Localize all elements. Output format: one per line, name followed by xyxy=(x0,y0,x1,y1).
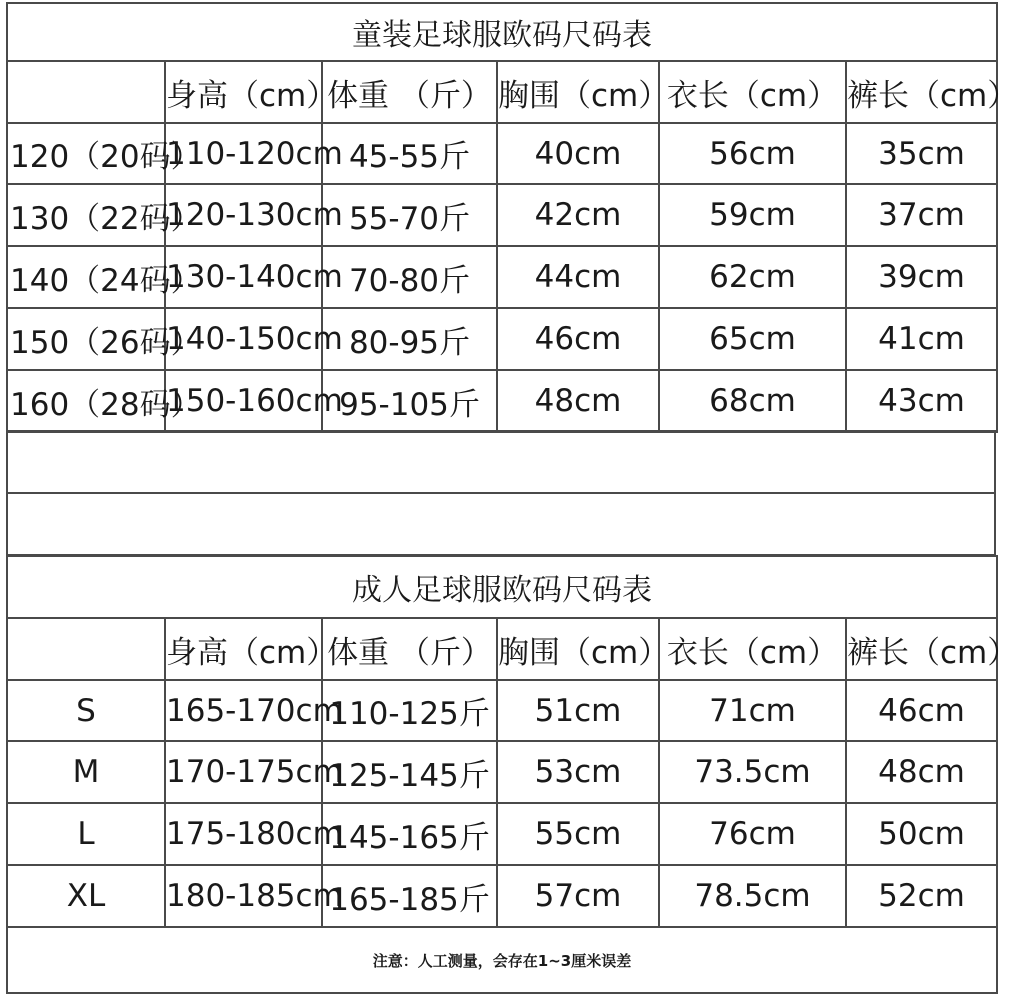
adult-height-cell: 165-170cm xyxy=(165,680,322,741)
adult-table-row xyxy=(7,680,997,741)
adult-size-cell: S xyxy=(7,680,165,741)
adult-header-pants: 裤长（cm） xyxy=(846,618,997,680)
kids-weight-cell: 45-55斤 xyxy=(322,123,497,184)
kids-table-row xyxy=(7,370,997,432)
adult-pants-cell: 48cm xyxy=(846,741,997,803)
adult-weight-cell: 145-165斤 xyxy=(322,803,497,865)
kids-chest-cell: 44cm xyxy=(497,246,659,308)
adult-length-cell: 71cm xyxy=(659,680,846,741)
kids-table-row xyxy=(7,184,997,246)
adult-height-cell: 175-180cm xyxy=(165,803,322,865)
kids-pants-cell: 41cm xyxy=(846,308,997,370)
adult-length-cell: 73.5cm xyxy=(659,741,846,803)
kids-length-cell: 65cm xyxy=(659,308,846,370)
adult-table-row xyxy=(7,741,997,803)
adult-weight-cell: 165-185斤 xyxy=(322,865,497,927)
kids-table-row xyxy=(7,246,997,308)
kids-size-cell: 130（22码） xyxy=(7,184,165,246)
adult-chest-cell: 55cm xyxy=(497,803,659,865)
kids-title-row xyxy=(7,3,997,61)
adult-title-row xyxy=(7,556,997,618)
kids-weight-cell: 70-80斤 xyxy=(322,246,497,308)
adult-pants-cell: 52cm xyxy=(846,865,997,927)
kids-size-table xyxy=(6,2,1018,433)
adult-chest-cell: 53cm xyxy=(497,741,659,803)
kids-height-cell: 150-160cm xyxy=(165,370,322,432)
adult-note-row xyxy=(7,927,997,993)
adult-pants-cell: 50cm xyxy=(846,803,997,865)
kids-height-cell: 110-120cm xyxy=(165,123,322,184)
kids-size-cell: 150（26码） xyxy=(7,308,165,370)
adult-size-cell: M xyxy=(7,741,165,803)
kids-size-cell: 120（20码） xyxy=(7,123,165,184)
kids-table-title: 童装足球服欧码尺码表 xyxy=(7,3,997,61)
empty-row xyxy=(7,431,995,493)
kids-height-cell: 120-130cm xyxy=(165,184,322,246)
adult-header-chest: 胸围（cm） xyxy=(497,618,659,680)
adult-height-cell: 170-175cm xyxy=(165,741,322,803)
kids-weight-cell: 80-95斤 xyxy=(322,308,497,370)
kids-pants-cell: 43cm xyxy=(846,370,997,432)
kids-header-height: 身高（cm） xyxy=(165,61,322,123)
adult-header-weight: 体重 （斤） xyxy=(322,618,497,680)
kids-header-chest: 胸围（cm） xyxy=(497,61,659,123)
empty-row xyxy=(7,493,995,555)
adult-table-row xyxy=(7,803,997,865)
adult-length-cell: 76cm xyxy=(659,803,846,865)
kids-table-row xyxy=(7,308,997,370)
kids-pants-cell: 39cm xyxy=(846,246,997,308)
adult-size-cell: XL xyxy=(7,865,165,927)
kids-length-cell: 68cm xyxy=(659,370,846,432)
kids-chest-cell: 42cm xyxy=(497,184,659,246)
empty-spacer-rows xyxy=(6,430,996,556)
kids-header-length: 衣长（cm） xyxy=(659,61,846,123)
measurement-note: 注意：人工测量，会存在1~3厘米误差 xyxy=(7,927,997,993)
kids-height-cell: 130-140cm xyxy=(165,246,322,308)
adult-header-length: 衣长（cm） xyxy=(659,618,846,680)
empty-cell xyxy=(7,431,995,493)
kids-pants-cell: 35cm xyxy=(846,123,997,184)
kids-size-cell: 160（28码） xyxy=(7,370,165,432)
adult-size-table xyxy=(6,555,1018,994)
adult-pants-cell: 46cm xyxy=(846,680,997,741)
adult-header-row xyxy=(7,618,997,680)
kids-height-cell: 140-150cm xyxy=(165,308,322,370)
adult-length-cell: 78.5cm xyxy=(659,865,846,927)
kids-chest-cell: 46cm xyxy=(497,308,659,370)
adult-chest-cell: 51cm xyxy=(497,680,659,741)
kids-header-size xyxy=(7,61,165,123)
kids-size-cell: 140（24码） xyxy=(7,246,165,308)
kids-header-row xyxy=(7,61,997,123)
empty-cell xyxy=(7,493,995,555)
kids-length-cell: 62cm xyxy=(659,246,846,308)
kids-table-row xyxy=(7,123,997,184)
kids-header-weight: 体重 （斤） xyxy=(322,61,497,123)
kids-weight-cell: 55-70斤 xyxy=(322,184,497,246)
kids-length-cell: 59cm xyxy=(659,184,846,246)
kids-chest-cell: 48cm xyxy=(497,370,659,432)
kids-pants-cell: 37cm xyxy=(846,184,997,246)
adult-header-height: 身高（cm） xyxy=(165,618,322,680)
adult-weight-cell: 110-125斤 xyxy=(322,680,497,741)
kids-chest-cell: 40cm xyxy=(497,123,659,184)
adult-height-cell: 180-185cm xyxy=(165,865,322,927)
adult-chest-cell: 57cm xyxy=(497,865,659,927)
adult-table-title: 成人足球服欧码尺码表 xyxy=(7,556,997,618)
adult-weight-cell: 125-145斤 xyxy=(322,741,497,803)
adult-header-size xyxy=(7,618,165,680)
kids-length-cell: 56cm xyxy=(659,123,846,184)
kids-header-pants: 裤长（cm） xyxy=(846,61,997,123)
adult-size-cell: L xyxy=(7,803,165,865)
kids-weight-cell: 95-105斤 xyxy=(322,370,497,432)
adult-table-row xyxy=(7,865,997,927)
